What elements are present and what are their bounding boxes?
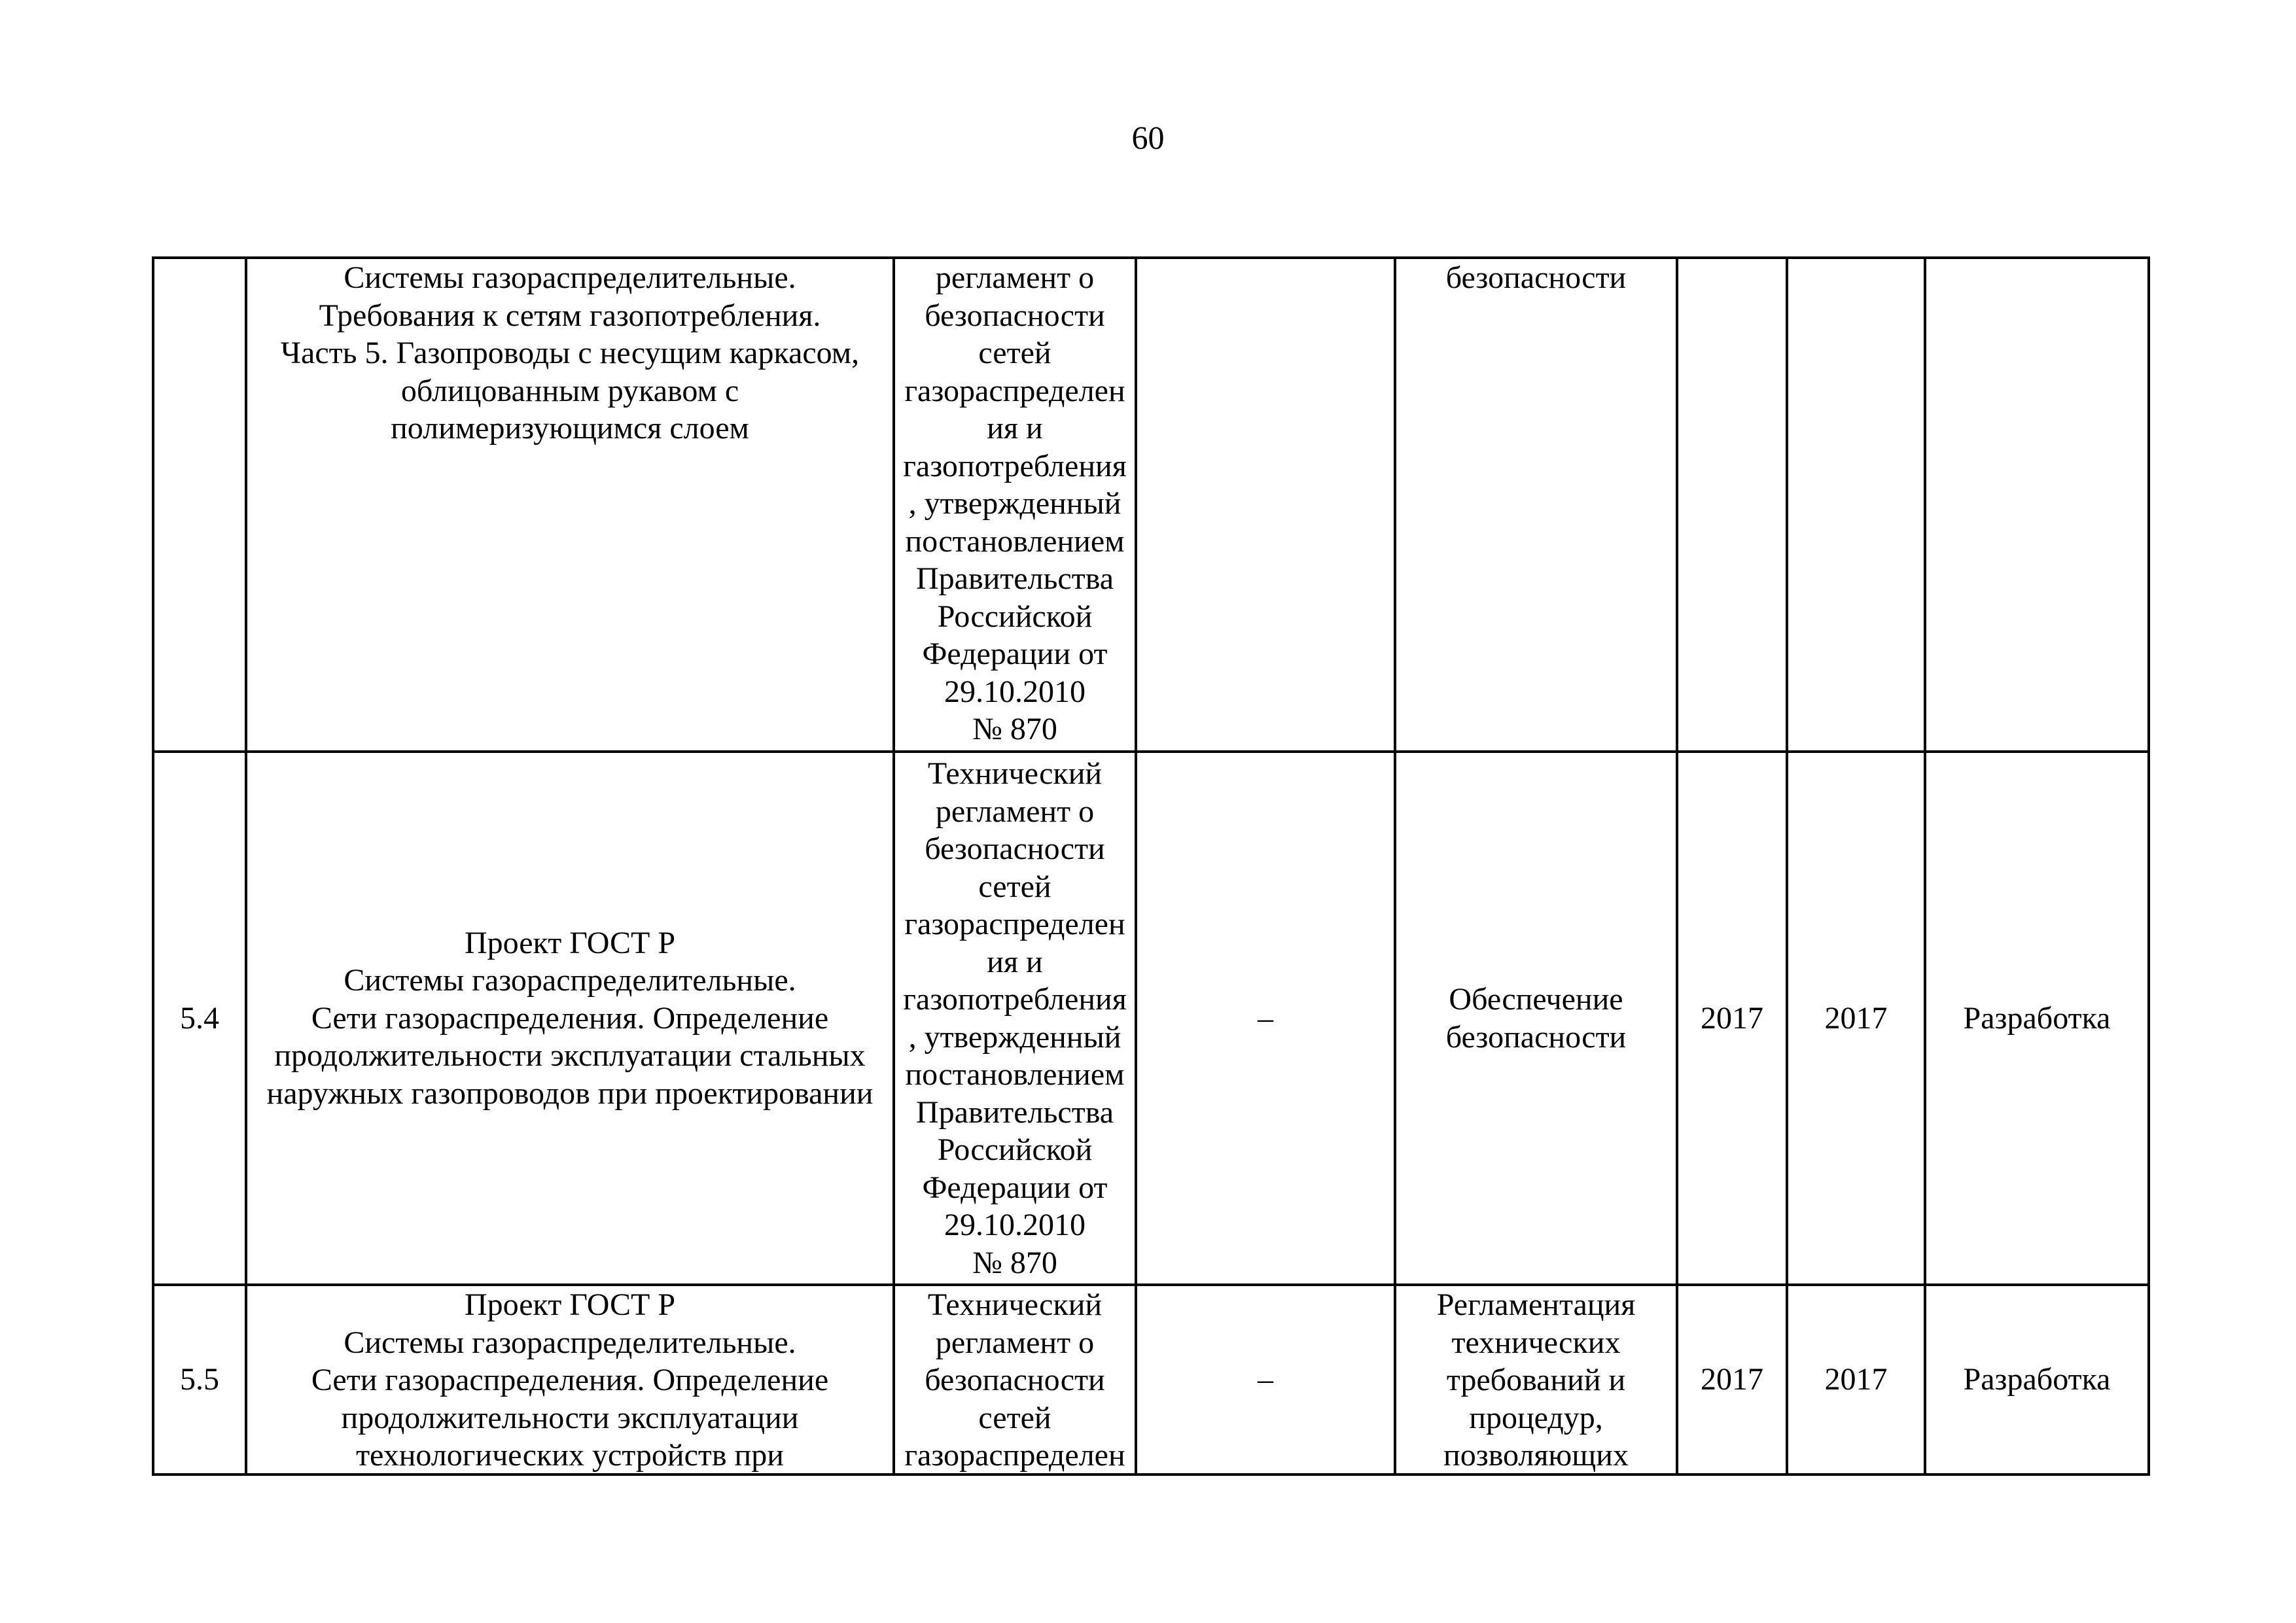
regulation-line: регламент о [935, 260, 1095, 295]
cell-goal [1395, 752, 1677, 1285]
regulation-line: регламент о [935, 794, 1095, 829]
name-line: Системы газораспределительные. [344, 1325, 796, 1360]
cell-stage: Разработка [1925, 752, 2149, 1285]
regulation-line: , утвержденный [908, 1019, 1122, 1055]
regulation-line: газопотребления [903, 982, 1127, 1017]
page-number: 60 [1131, 119, 1165, 156]
regulation-line: регламент о [935, 1325, 1095, 1360]
cell-standard-name [246, 258, 894, 752]
regulation-line: сетей [978, 869, 1051, 904]
regulation-line: безопасности [925, 1363, 1105, 1397]
cell-end-year [1787, 258, 1925, 752]
cell-replaced-standard [1136, 258, 1395, 752]
table-row [153, 752, 2149, 1285]
name-line: Проект ГОСТ Р [464, 1287, 676, 1322]
regulation-line: Технический [927, 1287, 1103, 1322]
regulation-line: газораспределен [904, 907, 1125, 941]
name-line: Системы газораспределительные. [344, 260, 796, 295]
regulation-line: газораспределен [904, 373, 1125, 408]
goal-line: требований и [1446, 1363, 1626, 1397]
regulation-line: № 870 [972, 712, 1057, 746]
goal-line: Обеспечение [1449, 982, 1623, 1017]
regulation-line: ия и [987, 411, 1043, 445]
regulation-line: № 870 [972, 1245, 1057, 1280]
goal-line: безопасности [1445, 260, 1627, 295]
cell-end-year: 2017 [1787, 1285, 1925, 1475]
regulation-line: 29.10.2010 [944, 1208, 1086, 1242]
regulation-line: Технический [927, 756, 1103, 791]
name-line: облицованным рукавом с [400, 373, 739, 408]
regulation-line: Федерации от [922, 1170, 1108, 1205]
regulation-line: Российской [937, 599, 1093, 634]
name-line: Требования к сетям газопотребления. [319, 298, 821, 333]
cell-replaced-standard: – [1136, 752, 1395, 1285]
name-line: Сети газораспределения. Определение [311, 1363, 829, 1397]
regulation-line: Правительства [915, 1094, 1114, 1130]
name-line: наружных газопроводов при проектировании [266, 1075, 874, 1111]
regulation-line: постановлением [905, 523, 1125, 559]
cell-regulation [894, 752, 1136, 1285]
goal-line: безопасности [1445, 1019, 1627, 1055]
regulation-line: Федерации от [922, 637, 1108, 671]
name-line: Сети газораспределения. Определение [311, 1000, 829, 1036]
regulation-line: безопасности [925, 831, 1105, 866]
cell-start-year: 2017 [1677, 1285, 1787, 1475]
cell-start-year: 2017 [1677, 752, 1787, 1285]
cell-number: 5.5 [153, 1285, 246, 1475]
cell-stage: Разработка [1925, 1285, 2149, 1475]
name-line: Проект ГОСТ Р [464, 925, 676, 960]
standards-plan-table [152, 256, 2150, 1476]
name-line: технологических устройств при [356, 1438, 784, 1472]
cell-goal [1395, 1285, 1677, 1475]
regulation-line: 29.10.2010 [944, 674, 1086, 709]
regulation-line: сетей [978, 1400, 1051, 1435]
cell-standard-name [246, 1285, 894, 1475]
cell-end-year: 2017 [1787, 752, 1925, 1285]
name-line: Системы газораспределительные. [344, 963, 796, 998]
cell-replaced-standard: – [1136, 1285, 1395, 1475]
regulation-line: постановлением [905, 1057, 1125, 1092]
table-row [153, 258, 2149, 752]
regulation-line: Правительства [915, 561, 1114, 596]
cell-regulation [894, 258, 1136, 752]
regulation-line: ия и [987, 944, 1043, 979]
regulation-line: Российской [937, 1132, 1093, 1167]
cell-stage [1925, 258, 2149, 752]
cell-start-year [1677, 258, 1787, 752]
regulation-line: , утвержденный [908, 486, 1122, 521]
name-line: полимеризующимся слоем [391, 411, 749, 445]
cell-standard-name [246, 752, 894, 1285]
regulation-line: сетей [978, 336, 1051, 370]
regulation-line: газораспределен [904, 1438, 1125, 1472]
cell-number [153, 258, 246, 752]
name-line: продолжительности эксплуатации [341, 1400, 799, 1435]
regulation-line: газопотребления [903, 448, 1127, 483]
cell-number: 5.4 [153, 752, 246, 1285]
regulation-line: безопасности [925, 298, 1105, 333]
goal-line: процедур, [1469, 1400, 1603, 1435]
table-row [153, 1285, 2149, 1475]
goal-line: технических [1451, 1325, 1621, 1360]
goal-line: Регламентация [1436, 1287, 1636, 1322]
goal-line: позволяющих [1443, 1438, 1629, 1472]
cell-goal [1395, 258, 1677, 752]
name-line: Часть 5. Газопроводы с несущим каркасом, [280, 336, 860, 370]
cell-regulation [894, 1285, 1136, 1475]
name-line: продолжительности эксплуатации стальных [274, 1038, 866, 1073]
